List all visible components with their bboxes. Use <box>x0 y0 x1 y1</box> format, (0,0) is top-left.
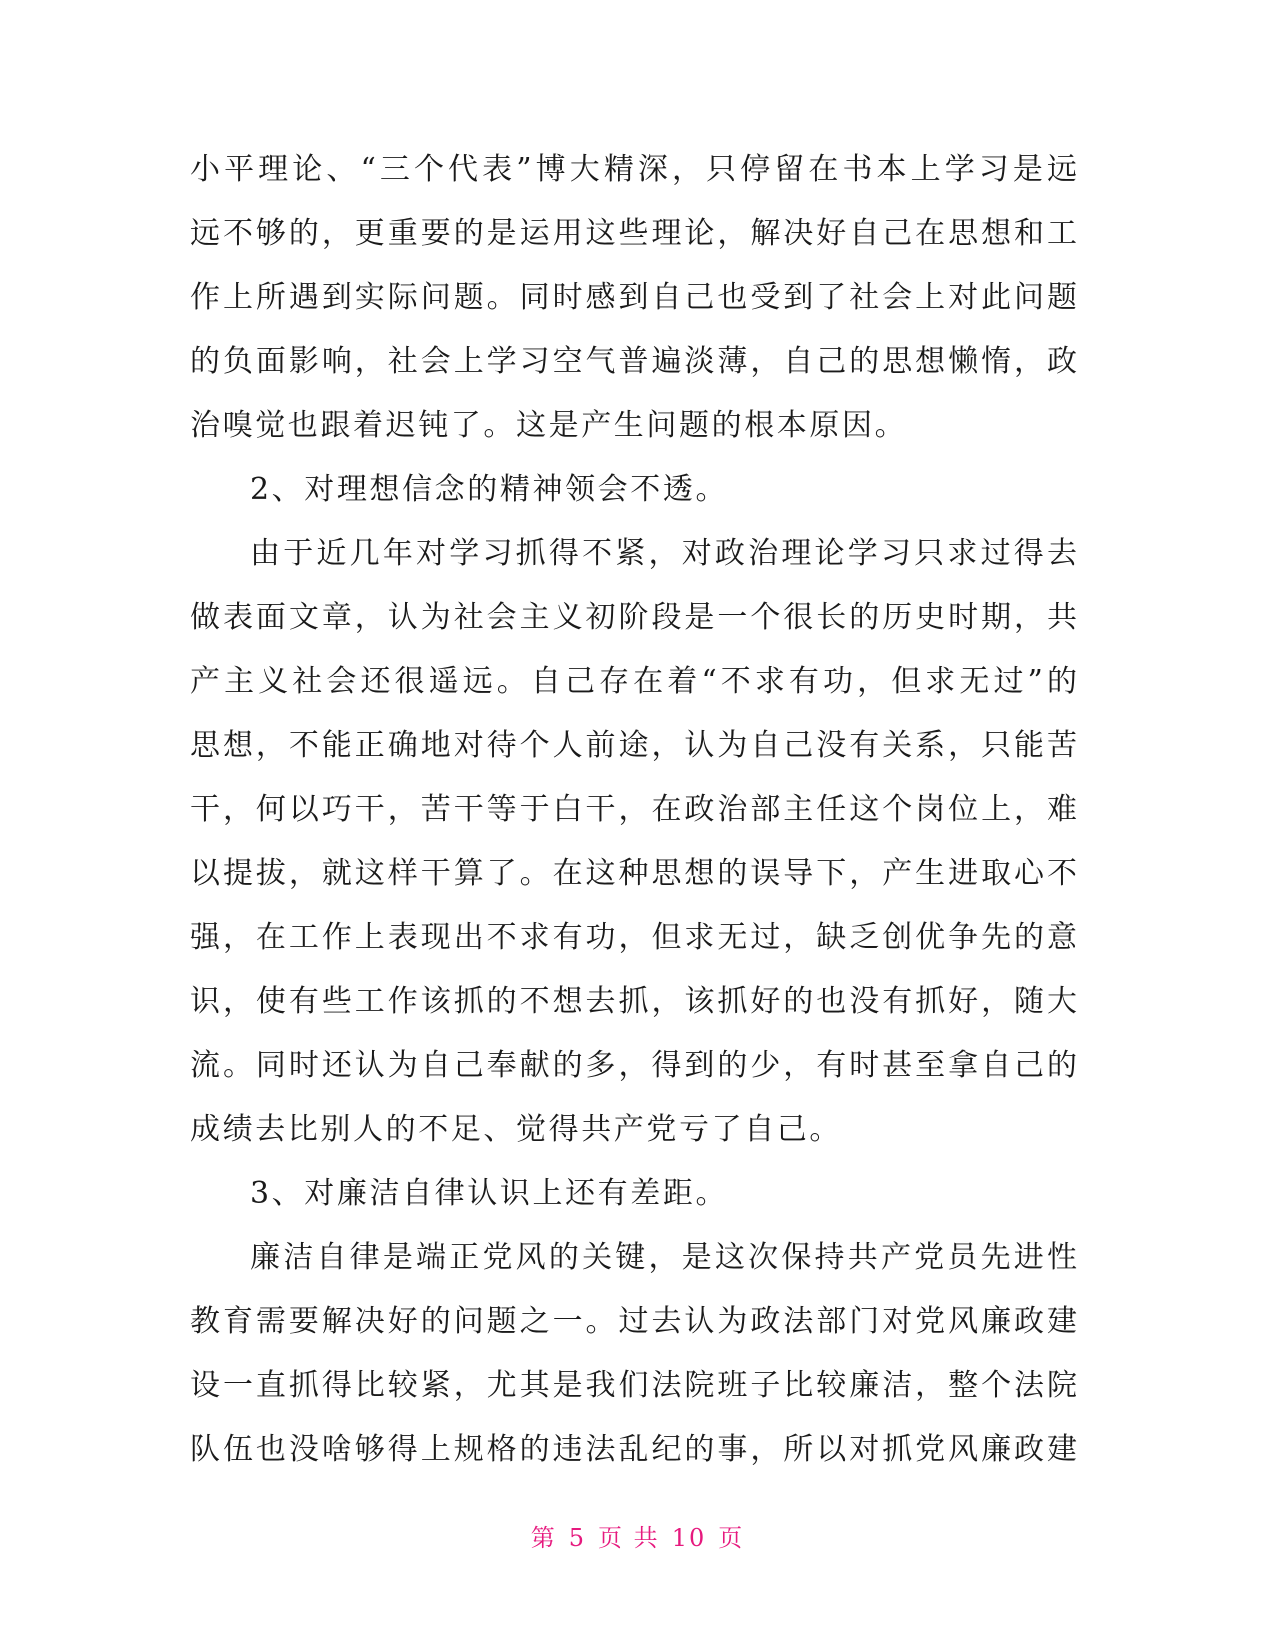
text-line: 识，使有些工作该抓的不想去抓，该抓好的也没有抓好，随大 <box>190 984 1077 1019</box>
footer-middle: 页 共 <box>598 1524 660 1552</box>
text-line: 由于近几年对学习抓得不紧，对政治理论学习只求过得去 <box>250 536 1077 571</box>
text-line: 流。同时还认为自己奉献的多，得到的少，有时甚至拿自己的 <box>190 1048 1077 1083</box>
text-line: 小平理论、“三个代表”博大精深，只停留在书本上学习是远 <box>190 152 1077 187</box>
text-line: 成绩去比别人的不足、觉得共产党亏了自己。 <box>190 1112 842 1147</box>
footer-suffix: 页 <box>718 1524 745 1552</box>
text-line: 2、对理想信念的精神领会不透。 <box>250 472 729 507</box>
text-line: 远不够的，更重要的是运用这些理论，解决好自己在思想和工 <box>190 216 1077 251</box>
text-line: 3、对廉洁自律认识上还有差距。 <box>250 1176 729 1211</box>
footer-total-pages: 10 <box>671 1524 707 1552</box>
footer-prefix: 第 <box>530 1524 557 1552</box>
page-footer <box>0 1518 1275 1553</box>
text-line: 思想，不能正确地对待个人前途，认为自己没有关系，只能苦 <box>190 728 1077 763</box>
text-line: 廉洁自律是端正党风的关键，是这次保持共产党员先进性 <box>250 1240 1077 1275</box>
text-line: 干，何以巧干，苦干等于白干，在政治部主任这个岗位上，难 <box>190 792 1077 827</box>
text-line: 设一直抓得比较紧，尤其是我们法院班子比较廉洁，整个法院 <box>190 1368 1077 1403</box>
text-line: 做表面文章，认为社会主义初阶段是一个很长的历史时期，共 <box>190 600 1077 635</box>
text-line: 以提拔，就这样干算了。在这种思想的误导下，产生进取心不 <box>190 856 1077 891</box>
text-line: 作上所遇到实际问题。同时感到自己也受到了社会上对此问题 <box>190 280 1077 315</box>
footer-current-page: 5 <box>568 1524 587 1552</box>
text-line: 队伍也没啥够得上规格的违法乱纪的事，所以对抓党风廉政建 <box>190 1432 1077 1467</box>
text-line: 产主义社会还很遥远。自己存在着“不求有功，但求无过”的 <box>190 664 1077 699</box>
text-line: 治嗅觉也跟着迟钝了。这是产生问题的根本原因。 <box>190 408 908 443</box>
text-line: 强，在工作上表现出不求有功，但求无过，缺乏创优争先的意 <box>190 920 1077 955</box>
body-text <box>190 138 1077 1482</box>
text-line: 的负面影响，社会上学习空气普遍淡薄，自己的思想懒惰，政 <box>190 344 1077 379</box>
text-line: 教育需要解决好的问题之一。过去认为政法部门对党风廉政建 <box>190 1304 1077 1339</box>
